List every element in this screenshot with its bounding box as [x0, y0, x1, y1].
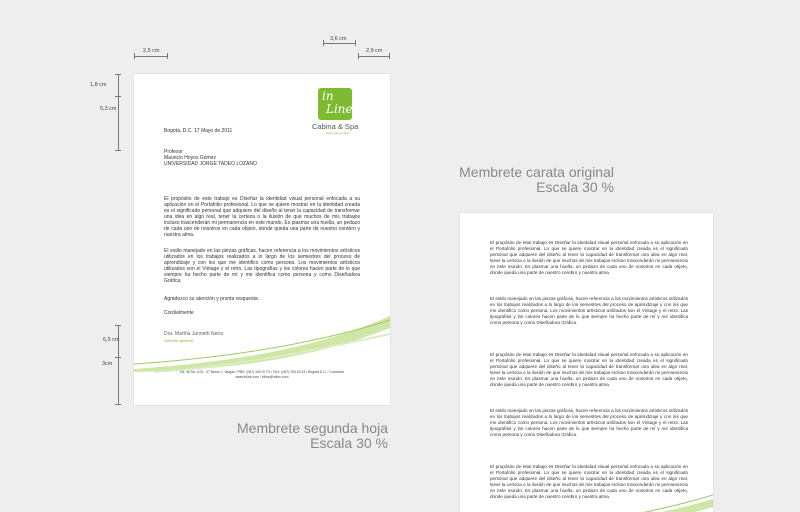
- dim-tick: [134, 53, 135, 59]
- signature-title: Gerente general: [164, 338, 193, 343]
- dim-left-margin: 2,5 cm: [143, 48, 160, 54]
- caption-original-title: Membrete carata original: [459, 164, 614, 180]
- green-wave-decoration-2: [460, 493, 713, 512]
- green-wave-decoration: [134, 314, 390, 374]
- dim-bottom: 3cm: [102, 361, 113, 367]
- dim-line-left-margin: [134, 56, 168, 57]
- letterhead-page-second: [134, 74, 390, 405]
- original-paragraph-5: El propósito de este trabajo es Diseñar la identidad visual personal enfocada a su aplicación en el Portafolio profesional. Lo que se quiere mostrar en la identidad creada es el significado personal que adquiere del diseño al tener la capacidad de transformar una idea en algo real, tener la certeza o la ilusión de que muchos de mis trabajos incluso trascenderán mi permanencia en este mundo. Es plasmar una huella, un pedazo de cada uno de nosotros en cada objeto, donde queda una parte de nuestro cerebro y nuestra alma.: [490, 464, 688, 499]
- caption-original: [436, 165, 614, 195]
- original-paragraph-4: El estilo manejado en las piezas gráficas, hacen referencia a los movimientos artísticos utilizados en los trabajos realizados a lo largo de los semestres del proceso de aprendizaje y con los que me identifico como persona. Los movimientos artísticos utilizados son el Vintage y el retro. Las tipografías y los colores hacen parte de lo que siempre ha hecho parte de mí y me identifica como persona y como Diseñadora Gráfica.: [490, 408, 688, 437]
- footer-web: www.inline.com / inline@inline.com: [235, 375, 289, 379]
- letter-date: Bogotá, D.C. 17 Mayo de 2011: [164, 128, 233, 134]
- caption-second-scale: Escala 30 %: [310, 435, 388, 451]
- dim-tick: [115, 74, 121, 75]
- recipient-institution: UNIVERSIDAD JORGE TADEO LOZANO: [164, 161, 257, 167]
- dim-footer-zone: 6,5 cm: [103, 337, 120, 343]
- logo-text-in: in: [322, 89, 334, 103]
- letter-paragraph-1: El propósito de este trabajo es Diseñar la identidad visual personal enfocada a su aplicación en el Portafolio profesional. Lo que se quiere mostrar en la identidad creada es el significado personal que adquiere del diseño al tener la capacidad de transformar una idea en algo real, tener la certeza o la ilusión de que muchos de mis trabajos incluso trascenderán mi permanencia en este mundo. Es plasmar una huella, un pedazo de cada uno de nosotros en cada objeto, donde queda una parte de nuestro cerebro y nuestra alma.: [164, 196, 360, 238]
- dim-tick: [115, 357, 121, 358]
- letter-paragraph-2: El estilo manejado en las piezas gráficas, hacen referencia a los movimientos artísticos utilizados en los trabajos realizados a lo largo de los semestres del proceso de aprendizaje y con los que me identifico como persona. Los movimientos artísticos utilizados son el Vintage y el retro. Las tipografías y los colores hacen parte de lo que siempre ha hecho parte de mí y me identifica como persona y como Diseñadora Gráfica.: [164, 248, 360, 284]
- dim-tick: [115, 150, 121, 151]
- caption-original-scale: Escala 30 %: [536, 179, 614, 195]
- recipient-title: Profesor: [164, 149, 183, 155]
- company-logo: [312, 88, 384, 135]
- logo-company-name: Cabina & Spa: [312, 122, 359, 131]
- logo-mark: [318, 88, 352, 120]
- dim-tick: [389, 53, 390, 59]
- caption-second-page: [210, 421, 388, 451]
- footer-address: Dir. 46 No. 67A - 37 Barrio J. Vargas / PBX: (057) 340 37 07 / FAX: (057) 293 63 43 / Bogotá D.C. / Colombia: [180, 370, 344, 374]
- dim-tick: [323, 40, 324, 46]
- recipient-name: Mauricio Hoyos Gómez: [164, 155, 216, 161]
- dim-top: 1,8 cm: [90, 82, 107, 88]
- letter-thanks: Agradezco su atención y pronta respuesta.: [164, 296, 260, 302]
- original-paragraph-3: El propósito de este trabajo es Diseñar la identidad visual personal enfocada a su aplicación en el Portafolio profesional. Lo que se quiere mostrar en la identidad creada es el significado personal que adquiere del diseño al tener la capacidad de transformar una idea en algo real, tener la certeza o la ilusión de que muchos de mis trabajos incluso trascenderán mi permanencia en este mundo. Es plasmar una huella, un pedazo de cada uno de nosotros en cada objeto, donde queda una parte de nuestro cerebro y nuestra alma.: [490, 352, 688, 387]
- dim-tick: [115, 404, 121, 405]
- dim-tick: [358, 53, 359, 59]
- original-paragraph-2: El estilo manejado en las piezas gráficas, hacen referencia a los movimientos artísticos utilizados en los trabajos realizados a lo largo de los semestres del proceso de aprendizaje y con los que me identifico como persona. Los movimientos artísticos utilizados son el Vintage y el retro. Las tipografías y los colores hacen parte de lo que siempre ha hecho parte de mí y me identifica como persona y como Diseñadora Gráfica.: [490, 296, 688, 325]
- logo-text-line: Line: [326, 102, 353, 116]
- dim-tick: [355, 40, 356, 46]
- dim-header: 5,3 cm: [100, 106, 117, 112]
- dim-right-margin: 2,9 cm: [366, 48, 383, 54]
- dim-line-right-margin: [358, 56, 390, 57]
- dim-text-width: 3,6 cm: [330, 36, 347, 42]
- dim-tick: [115, 325, 121, 326]
- letter-closing: Cordialmente: [164, 310, 194, 316]
- original-paragraph-1: El propósito de este trabajo es Diseñar la identidad visual personal enfocada a su aplicación en el Portafolio profesional. Lo que se quiere mostrar en la identidad creada es el significado personal que adquiere del diseño al tener la capacidad de transformar una idea en algo real, tener la certeza o la ilusión de que muchos de mis trabajos incluso trascenderán mi permanencia en este mundo. Es plasmar una huella, un pedazo de cada uno de nosotros en cada objeto, donde queda una parte de nuestro cerebro y nuestra alma.: [490, 240, 688, 275]
- dim-tick: [115, 96, 121, 97]
- dim-line-vertical-top: [118, 74, 119, 150]
- logo-tagline: body care & relax: [326, 131, 350, 135]
- dim-tick: [167, 53, 168, 59]
- caption-second-title: Membrete segunda hoja: [237, 420, 388, 436]
- dim-line-text-width: [323, 43, 356, 44]
- letter-footer: [134, 370, 390, 380]
- recipient-block: [164, 149, 257, 167]
- signature-name: Dra. Martha Janneth Neira: [164, 331, 223, 337]
- letterhead-page-original: [460, 213, 713, 512]
